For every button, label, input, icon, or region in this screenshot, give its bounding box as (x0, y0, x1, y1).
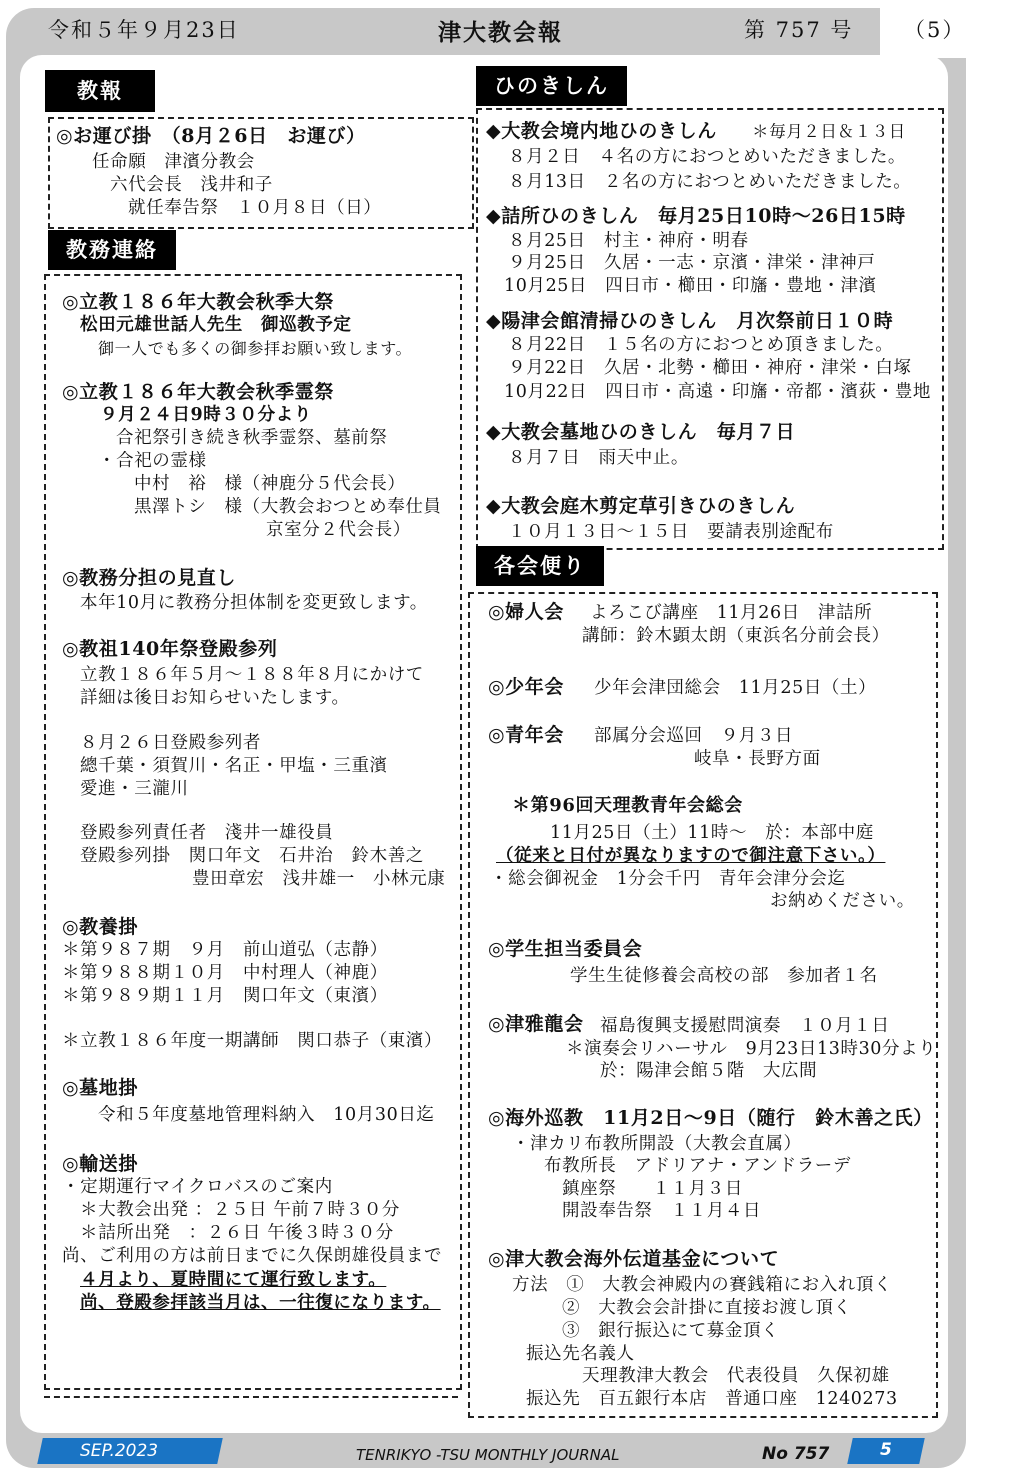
kyomu-line: 尚、ご利用の方は前日までに久保朗雄役員まで (62, 1246, 443, 1266)
kyomu-extra-rule (44, 1396, 458, 1418)
kyomu-line: ◎立教１８６年大教会秋季霊祭 (62, 381, 334, 403)
kyomu-line: 豊田章宏 浅井雄一 小林元康 (192, 869, 446, 889)
kyomu-line: ＊立教１８６年度一期講師 関口恭子（東濱） (62, 1031, 443, 1051)
kakukai-line: 学生生徒修養会高校の部 参加者１名 (570, 966, 878, 986)
footer-month: SEP.2023 (80, 1441, 159, 1461)
header-title: 津大教会報 (438, 19, 563, 46)
hinokishin-line: ８月２日 ４名の方におつとめいただきました。 (508, 147, 907, 167)
kakukai-line: ＊演奏会リハーサル 9月23日13時30分より (566, 1039, 937, 1059)
hinokishin-line: 10月25日 四日市・櫛田・印旛・豊地・津濱 (504, 276, 877, 296)
hinokishin-line: ９月25日 久居・一志・京濱・津栄・津神戸 (508, 253, 876, 273)
kyomu-line: ４月より、夏時間にて運行致します。 (80, 1270, 387, 1290)
kakukai-line: お納めください。 (770, 891, 915, 911)
kakukai-line: 振込先名義人 (526, 1344, 635, 1364)
hinokishin-line: ８月７日 雨天中止。 (508, 448, 689, 468)
kyomu-line: ８月２６日登殿参列者 (80, 733, 261, 753)
kakukai-line: 布教所長 アドリアナ・アンドラーデ (544, 1156, 851, 1176)
kakukai-line: よろこび講座 11月26日 津詰所 (590, 603, 873, 623)
kakukai-line: 天理教津大教会 代表役員 久保初雄 (582, 1366, 890, 1386)
kyomu-line: ・定期運行マイクロバスのご案内 (62, 1177, 333, 1197)
kyomu-line: ＊大教会出発 ：２５日 午前７時３０分 (80, 1200, 401, 1220)
kyomu-line: 中村 裕 様（神鹿分５代会長） (134, 474, 406, 494)
kakukai-line: 岐阜・長野方面 (694, 749, 821, 769)
kyomu-line: 立教１８６年５月～１８８年８月にかけて (80, 665, 424, 685)
hinokishin-line: ◆大教会庭木剪定草引きひのきしん (486, 495, 796, 517)
hinokishin-line: ◆大教会墓地ひのきしん 毎月７日 (486, 421, 796, 443)
kyomu-line: 令和５年度墓地管理料納入 10月30日迄 (98, 1105, 435, 1125)
kyomu-line: 登殿参列掛 関口年文 石井治 鈴木善之 (80, 846, 424, 866)
kyomu-line: 京室分２代会長） (266, 520, 411, 540)
hinokishin-line: ８月22日 １５名の方におつとめ頂きました。 (508, 335, 894, 355)
kyomu-line: ◎教務分担の見直し (62, 567, 236, 589)
kakukai-line: ・総会御祝金 1分会千円 青年会津分会迄 (490, 869, 846, 889)
label-kakukai: 各会便り (476, 546, 604, 586)
kakukai-line: ＊第96回天理教青年会総会 (512, 795, 743, 816)
kakukai-line: ◎津大教会海外伝道基金について (488, 1248, 780, 1270)
hinokishin-line: ８月25日 村主・神府・明春 (508, 231, 749, 251)
kyomu-line: ＊第９８７期 ９月 前山道弘（志静） (62, 940, 388, 960)
kyomu-line: ＊第９８９期１１月 関口年文（東濱） (62, 986, 388, 1006)
kakukai-line: 鎮座祭 １１月３日 (562, 1179, 743, 1199)
kakukai-line: ◎海外巡教 11月2日～9日（随行 鈴木善之氏） (488, 1107, 933, 1129)
kakukai-line: 方法 ① 大教会神殿内の賽銭箱にお入れ頂く (512, 1275, 893, 1295)
footer-no: No 757 (762, 1444, 830, 1464)
kyomu-line: ◎輸送掛 (62, 1153, 138, 1175)
kakukai-line: ◎少年会 (488, 676, 564, 698)
kyomu-line: 詳細は後日お知らせいたします。 (80, 688, 350, 708)
hinokishin-line: ＊毎月２日＆１３日 (752, 122, 906, 141)
hinokishin-line: １０月１３日～１５日 要請表別途配布 (508, 522, 834, 542)
hinokishin-line: 10月22日 四日市・高遠・印旛・帝都・濱荻・豊地 (504, 382, 932, 402)
header-page: （5） (904, 18, 966, 42)
kyomu-line: 尚、登殿参拝該当月は、一往復になります。 (80, 1293, 441, 1313)
hinokishin-line: ９月22日 久居・北勢・櫛田・神府・津栄・白塚 (508, 358, 912, 378)
kakukai-line: 振込先 百五銀行本店 普通口座 1240273 (526, 1389, 898, 1409)
kakukai-line: （従来と日付が異なりますので御注意下さい。） (496, 846, 886, 866)
hinokishin-line: ８月13日 ２名の方におつとめいただきました。 (508, 172, 912, 192)
hinokishin-line: ◆詰所ひのきしん 毎月25日10時～26日15時 (486, 205, 906, 227)
footer-journal: TENRIKYO -TSU MONTHLY JOURNAL (356, 1446, 620, 1464)
kyoho-line: 六代会長 浅井和子 (110, 175, 273, 195)
kyomu-line: ９月２４日9時３０分より (100, 405, 312, 425)
kyomu-line: 御一人でも多くの御参拝お願い致します。 (98, 339, 413, 358)
kyomu-line: ◎教養掛 (62, 916, 138, 938)
hinokishin-line: ◆大教会境内地ひのきしん (486, 120, 717, 142)
kyomu-line: 愛進・三瀧川 (80, 779, 189, 799)
kyomu-line: 松田元雄世話人先生 御巡教予定 (80, 315, 352, 335)
kakukai-line: ◎学生担当委員会 (488, 938, 643, 960)
kyomu-line: ◎教祖140年祭登殿参列 (62, 638, 278, 660)
hinokishin-line: ◆陽津会館清掃ひのきしん 月次祭前日１０時 (486, 310, 894, 332)
label-hinokishin: ひのきしん (476, 66, 627, 106)
kyomu-line: 總千葉・須賀川・名正・甲塩・三重濱 (80, 756, 388, 776)
kyoho-line: 任命願 津濱分教会 (92, 152, 255, 172)
label-kyoho: 教報 (45, 70, 155, 112)
kakukai-line: 福島復興支援慰問演奏 １０月１日 (600, 1016, 890, 1036)
kyomu-line: 合祀祭引き続き秋季霊祭、墓前祭 (116, 428, 388, 448)
footer-page: 5 (880, 1440, 892, 1460)
kyoho-line: ◎お運び掛 （8月２6日 お運び） (56, 125, 366, 147)
kakukai-line: 講師：鈴木顕太朗（東浜名分前会長） (582, 626, 890, 646)
kyoho-line: 就任奉告祭 １０月８日（日） (128, 198, 382, 218)
kyomu-line: 登殿参列責任者 淺井一雄役員 (80, 823, 334, 843)
kakukai-line: ・津カリ布教所開設（大教会直属） (512, 1134, 802, 1154)
kakukai-line: ② 大教会会計掛に直接お渡し頂く (562, 1298, 852, 1318)
header-date: 令和５年９月23日 (48, 18, 240, 42)
kakukai-line: 部属分会巡回 ９月３日 (594, 726, 794, 746)
kakukai-line: ◎青年会 (488, 724, 564, 746)
header-issue: 第 757 号 (744, 18, 854, 42)
label-kyomu: 教務連絡 (48, 230, 176, 270)
kyomu-line: 黒澤トシ 様（大教会おつとめ奉仕員 (134, 497, 442, 517)
kyomu-line: ・合祀の霊様 (98, 451, 207, 471)
kyomu-line: ◎立教１８６年大教会秋季大祭 (62, 291, 334, 313)
kakukai-line: 少年会津団総会 11月25日（土） (594, 678, 877, 698)
kyomu-line: ◎墓地掛 (62, 1077, 138, 1099)
kakukai-line: 於：陽津会館５階 大広間 (600, 1061, 818, 1081)
kakukai-line: ◎婦人会 (488, 601, 564, 623)
kyomu-line: ＊詰所出発 ：２６日 午後３時３０分 (80, 1223, 394, 1243)
kakukai-line: ③ 銀行振込にて募金頂く (562, 1321, 780, 1341)
kakukai-line: ◎津雅龍会 (488, 1013, 584, 1035)
kyomu-line: ＊第９８８期１０月 中村理人（神鹿） (62, 963, 388, 983)
kakukai-line: 開設奉告祭 １１月４日 (562, 1201, 762, 1221)
kyomu-line: 本年10月に教務分担体制を変更致します。 (80, 593, 428, 613)
kakukai-line: 11月25日（土）11時～ 於：本部中庭 (550, 823, 874, 843)
